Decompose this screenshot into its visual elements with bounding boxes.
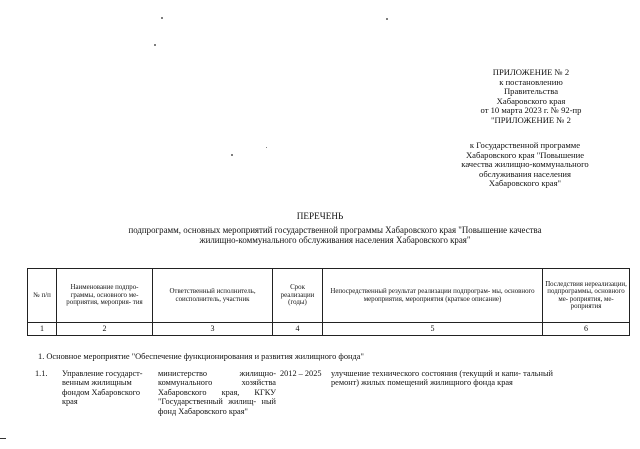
header-result: Непосредственный результат реализации подпрограм- мы, основного мероприятия, мероприятия (краткое описание) [323, 269, 543, 323]
scan-speck [266, 147, 267, 148]
scan-speck [154, 44, 156, 46]
appendix-line: к постановлению [499, 76, 563, 87]
column-number: 6 [543, 323, 630, 336]
header-consequences: Последствия нереализации, подпрограммы, основного ме- роприятия, ме- роприятия [543, 269, 630, 323]
program-line: к Государственной программе [469, 140, 581, 150]
column-numbers-row [28, 323, 630, 336]
column-number: 2 [57, 323, 153, 336]
header-name: Наименование подпро- граммы, основного ме- роприятия, мероприя- тия [57, 269, 153, 323]
table-header-row [28, 269, 630, 323]
scan-speck [161, 17, 163, 19]
measures-table [27, 268, 630, 336]
column-number: 1 [28, 323, 57, 336]
document-subtitle [40, 225, 630, 245]
appendix-header [438, 68, 624, 126]
appendix-line: Правительства [503, 86, 559, 97]
row-number: 1.1. [35, 369, 48, 378]
column-number: 4 [273, 323, 323, 336]
row-result: улучшение технического состояния (текущий и капи- тальный ремонт) жилых помещений жилищного фонда края [331, 369, 553, 388]
header-number: № п/п [28, 269, 57, 323]
program-line: качества жилищно-коммунального [461, 159, 589, 170]
header-executor: Ответственный исполнитель, соисполнитель, участник [153, 269, 273, 323]
appendix-line: ПРИЛОЖЕНИЕ № 2 [492, 67, 570, 77]
row-executor: министерство жилищно- коммунального хозяйства Хабаровского края, КГКУ "Государственный жилищ- ный фонд Хабаровского края" [158, 369, 276, 416]
row-measure-name: Управление государст- венным жилищным фондом Хабаровского края [62, 369, 143, 407]
subtitle-line-2: жилищно-коммунального обслуживания населения Хабаровского края" [199, 235, 471, 246]
document-title: ПЕРЕЧЕНЬ [296, 211, 344, 221]
row-years: 2012 – 2025 [280, 369, 322, 378]
program-line: Хабаровского края" [488, 178, 562, 189]
subtitle-line-1: подпрограмм, основных мероприятий государственной программы Хабаровского края "Повышение качества [128, 225, 542, 235]
appendix-line: от 10 марта 2023 г. № 92-пр [480, 105, 582, 116]
program-line: обслуживания населения [479, 168, 571, 179]
scan-mark [0, 438, 6, 439]
appendix-line: "ПРИЛОЖЕНИЕ № 2 [491, 114, 571, 125]
scan-speck [231, 154, 233, 156]
program-reference [425, 141, 625, 189]
program-line: Хабаровского края "Повышение [465, 149, 585, 160]
scan-speck [386, 18, 388, 20]
appendix-line: Хабаровского края [496, 95, 566, 106]
column-number: 3 [153, 323, 273, 336]
section-heading: 1. Основное мероприятие "Обеспечение функционирования и развития жилищного фонда" [38, 352, 364, 361]
column-number: 5 [323, 323, 543, 336]
header-years: Срок реализации (годы) [273, 269, 323, 323]
